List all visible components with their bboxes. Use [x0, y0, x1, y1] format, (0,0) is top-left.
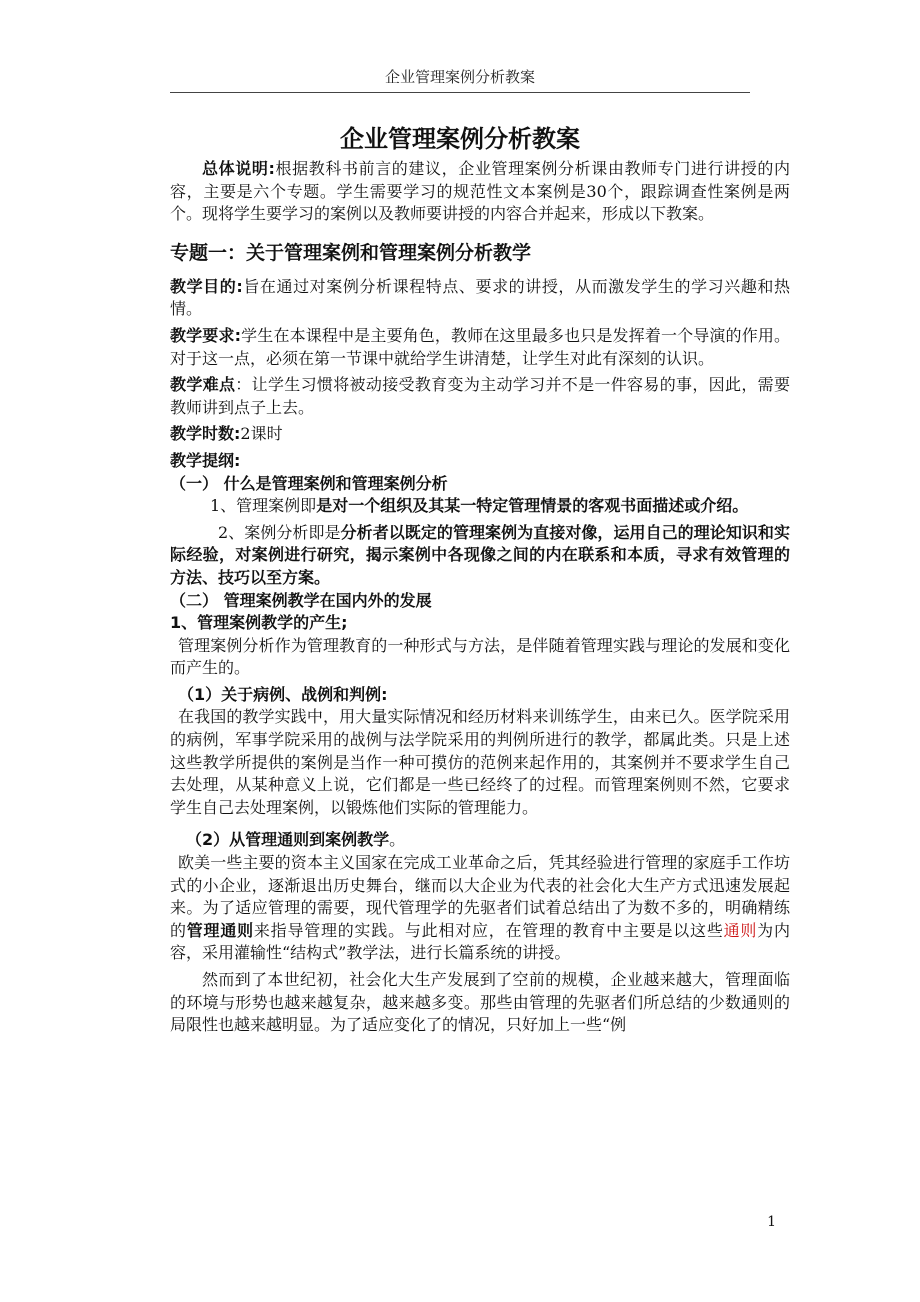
management-rules-term: 管理通则 [186, 920, 254, 940]
item2-definition: 分析者以既定的管理案例为直接对像，运用自己的理论知识和实际经验，对案例进行研究，揭示案例中各现像之间的内在联系和本质，寻求有效管理的方法、技巧以至方案。 [170, 522, 790, 587]
requirement-label: 教学要求: [170, 325, 241, 345]
point-1-heading-text: （1）关于病例、战例和判例: [178, 684, 388, 704]
point-2-text-a: 欧美一些主要的资本主义国家在完成工业革命之后，凭其经验进行管理的家庭手工作坊式的小企业，逐渐退出历史舞台，继而以大企业为代表的社会化大生产方式迅速发展起来。为了适应管理的需要，现代管理学的先驱者们试着总结出了为数不多的，明确精练的 [170, 853, 790, 940]
subsection-heading-1: 1、管理案例教学的产生; [170, 613, 348, 633]
running-header: 企业管理案例分析教案 [384, 68, 535, 86]
intro-paragraph [170, 158, 790, 226]
point-2-text-b: 来指导管理的实践。与此相对应，在管理的教育中主要是以这些 [253, 920, 724, 940]
outline-item-1 [170, 495, 790, 518]
difficulty-text: ：让学生习惯将被动接受教育变为主动学习并不是一件容易的事，因此，需要教师讲到点子上去。 [170, 375, 790, 417]
intro-text: 根据教科书前言的建议，企业管理案例分析课由教师专门进行讲授的内容，主要是六个专题。学生需要学习的规范性文本案例是30个，跟踪调查性案例是两个。现将学生要学习的案例以及教师要讲授的内容合并起来，形成以下教案。 [170, 159, 790, 224]
point-2-heading-end: 。 [389, 830, 406, 850]
hours-label: 教学时数: [170, 424, 241, 444]
teaching-hours [170, 423, 790, 446]
requirement-text: 学生在本课程中是主要角色，教师在这里最多也只是发挥着一个导演的作用。对于这一点，必须在第一节课中就给学生讲清楚，让学生对此有深刻的认识。 [170, 325, 790, 368]
document-body [170, 158, 790, 1037]
point-1-text: 在我国的教学实践中，用大量实际情况和经历材料来训练学生，由来已久。医学院采用的病例，军事学院采用的战例与法学院采用的判例所进行的教学，都属此类。只是上述这些教学所提供的案例是当作一种可摸仿的范例来起作用的，其案例并不要求学生自己去处理，从某种意义上说，它们都是一些已经终了的过程。而管理案例则不然，它要求学生自己去处理案例，以锻炼他们实际的管理能力。 [170, 707, 790, 817]
goal-label: 教学目的: [170, 276, 243, 296]
point-2-text-c: 为内容，采用灌输性“结构式”教学法，进行长篇系统的讲授。 [170, 920, 790, 963]
point-1-heading [170, 684, 790, 707]
hours-text: 2课时 [240, 424, 283, 444]
header-divider [170, 92, 750, 93]
item1-prefix: 1、管理案例即 [210, 496, 317, 516]
point-3-text: 然而到了本世纪初，社会化大生产发展到了空前的规模，企业越来越大，管理面临的环境与形势也越来越复杂，越来越多变。那些由管理的先驱者们所总结的少数通则的局限性也越来越明显。为了适应变化了的情况，只好加上一些“例 [170, 970, 790, 1035]
outline-item-2 [170, 522, 790, 590]
teaching-difficulty [170, 374, 790, 419]
page-number: 1 [767, 1214, 776, 1230]
section-heading-2: （二） 管理案例教学在国内外的发展 [170, 590, 432, 610]
point-2-heading-text: （2）从管理通则到案例教学 [186, 830, 390, 850]
subsection-1-text: 管理案例分析作为管理教育的一种形式与方法，是伴随着管理实践与理论的发展和变化而产生的。 [170, 635, 790, 678]
point-2-heading [170, 829, 790, 852]
document-title: 企业管理案例分析教案 [340, 125, 580, 153]
teaching-goal [170, 276, 790, 321]
item2-prefix: 2、案例分析即是 [218, 522, 341, 542]
outline-label: 教学提纲: [170, 450, 241, 470]
teaching-requirement [170, 325, 790, 370]
point-2-text [170, 852, 790, 965]
item1-definition: 是对一个组织及其某一特定管理情景的客观书面描述或介绍。 [316, 496, 749, 516]
topic-heading: 专题一：关于管理案例和管理案例分析教学 [170, 241, 532, 264]
difficulty-label: 教学难点 [170, 375, 236, 395]
section-heading-1: （一） 什么是管理案例和管理案例分析 [170, 473, 448, 493]
rules-highlight: 通则 [723, 920, 758, 940]
intro-label: 总体说明: [202, 159, 275, 178]
goal-text: 旨在通过对案例分析课程特点、要求的讲授，从而激发学生的学习兴趣和热情。 [170, 276, 790, 319]
